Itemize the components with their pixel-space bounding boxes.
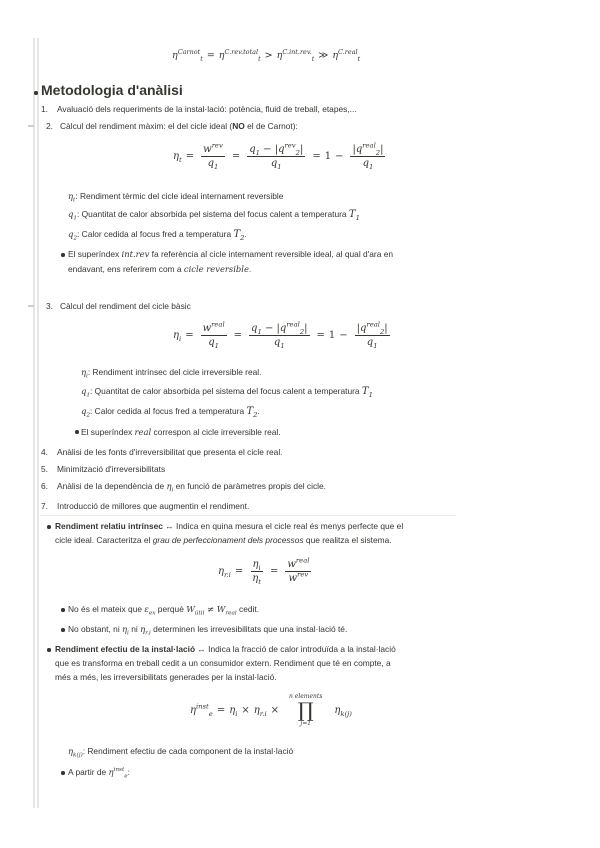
definition-q1: $q_1$: Quantitat de calor absorbida pel sistema del focus calent a temperatura $T_1$	[68, 209, 360, 222]
step-number: 4.	[41, 447, 48, 457]
rri-description: Rendiment relatiu intrínsec ↔ Indica en quina mesura el cicle real és menys perfecte que el	[55, 521, 404, 531]
ideal-efficiency-equation: $\eta_t$ = $\frac{w^{rev}}{q_1}$ = $\frac{q_1 - |q^{rev}_2|}{q_1}$ = 1 − $\frac{|q^{real}_2|}{q_1}$	[173, 141, 384, 171]
drag-handle-mark[interactable]	[28, 305, 34, 307]
starting-from-eta-inst: A partir de $\eta^{inst}_e$:	[68, 767, 130, 780]
effective-efficiency-equation: $\eta^{inst}_e$ = $\eta_i$ × $\eta_{r.i}$ × n elements ∏ j=1 $\eta_{k(j)}$	[190, 693, 352, 727]
real-efficiency-equation: $\eta_i$ = $\frac{w^{real}}{q_1}$ = $\frac{q_1 - |q^{real}_2|}{q_1}$ = 1 − $\frac{|q^{real}_2|}{q_1}$	[173, 320, 388, 350]
note-real: El superíndex real correspon al cicle irreversible real.	[81, 427, 281, 437]
rei-description-cont2: més a més, les irreversibilitats generades per la instal·lació.	[55, 672, 277, 682]
list-bullet	[61, 253, 65, 257]
list-bullet	[61, 608, 65, 612]
definition-q2-real: $q_2$: Calor cedida al focus fred a temperatura $T_2$.	[81, 406, 260, 419]
heading-bullet	[34, 91, 38, 95]
carnot-inequality-equation: $\eta^{Carnot}_t$ = $\eta^{C.rev.total}_t$ > $\eta^{C.int.rev.}_t$ ≫ $\eta^{C.real}_t$	[172, 47, 361, 63]
step-3-text: Càlcul del rendiment del cicle bàsic	[60, 301, 191, 311]
definition-eta-t: $\eta_t$: Rendiment tèrmic del cicle ideal internament reversible	[68, 191, 284, 204]
definition-q1-real: $q_1$: Quantitat de calor absorbida pel sistema del focus calent a temperatura $T_1$	[81, 386, 373, 399]
list-bullet	[75, 430, 79, 434]
step-number: 5.	[41, 464, 48, 474]
rri-note-exergy: No és el mateix que $\varepsilon_{ex}$ perquè $W_{útil} \ne W_{real}$ cedit.	[68, 604, 260, 617]
list-bullet	[61, 628, 65, 632]
left-margin-rail	[33, 38, 35, 808]
definition-eta-kj: $\eta_{k(j)}$: Rendiment efectiu de cada component de la instal·lació	[68, 746, 294, 759]
rri-note-irreversibilities: No obstant, ni $\eta_i$ ni $\eta_{r.i}$ determinen les irrevesibilitats que una instal·lació té.	[68, 624, 348, 637]
step-1-text: Avaluació dels requeriments de la instal·lació: potència, fluid de treball, etapes,...	[57, 104, 357, 114]
list-bullet	[47, 525, 51, 529]
definition-q2: $q_2$: Calor cedida al focus fred a temperatura $T_2$.	[68, 229, 247, 242]
relative-intrinsic-efficiency-equation: $\eta_{r.i}$ = $\frac{\eta_i}{\eta_t}$ = $\frac{w^{real}}{w^{rev}}$	[218, 556, 310, 586]
step-2-text: Càlcul del rendiment màxim: el del cicle ideal (NO el de Carnot):	[60, 121, 298, 131]
list-bullet	[47, 648, 51, 652]
left-margin-rail-inner	[37, 38, 39, 808]
definition-eta-i: $\eta_i$: Rendiment intrínsec del cicle irreversible real.	[81, 367, 262, 380]
rei-description-cont: que es transforma en treball cedit a un consumidor extern. Rendiment que té en compte, a	[55, 658, 391, 668]
step-6-text: Anàlisi de la dependència de $\eta_i$ en funció de paràmetres propis del cicle.	[57, 481, 326, 494]
list-bullet	[61, 771, 65, 775]
step-number: 3.	[46, 301, 53, 311]
rei-description: Rendiment efectiu de la instal·lació ↔ Indica la fracció de calor introduïda a la instal·lació	[55, 644, 396, 654]
rri-description-cont: cicle ideal. Caracteritza el grau de perfeccionament dels processos que realitza el sistema.	[55, 535, 392, 545]
divider	[40, 515, 456, 516]
step-number: 7.	[41, 501, 48, 511]
drag-handle-mark[interactable]	[28, 125, 34, 127]
note-int-rev: El superíndex int.rev fa referència al cicle internament reversible ideal, al qual d'ara en	[68, 249, 394, 259]
step-number: 2.	[46, 121, 53, 131]
step-4-text: Anàlisi de les fonts d'irreversibilitat que presenta el cicle real.	[57, 447, 283, 457]
step-number: 6.	[41, 481, 48, 491]
step-5-text: Minimització d'irreversibilitats	[57, 464, 166, 474]
step-7-text: Introducció de millores que augmentin el rendiment.	[57, 501, 250, 511]
note-int-rev-cont: endavant, ens referirem com a cicle reversible.	[68, 264, 252, 274]
section-heading: Metodologia d'anàlisi	[41, 82, 183, 98]
step-number: 1.	[41, 104, 48, 114]
